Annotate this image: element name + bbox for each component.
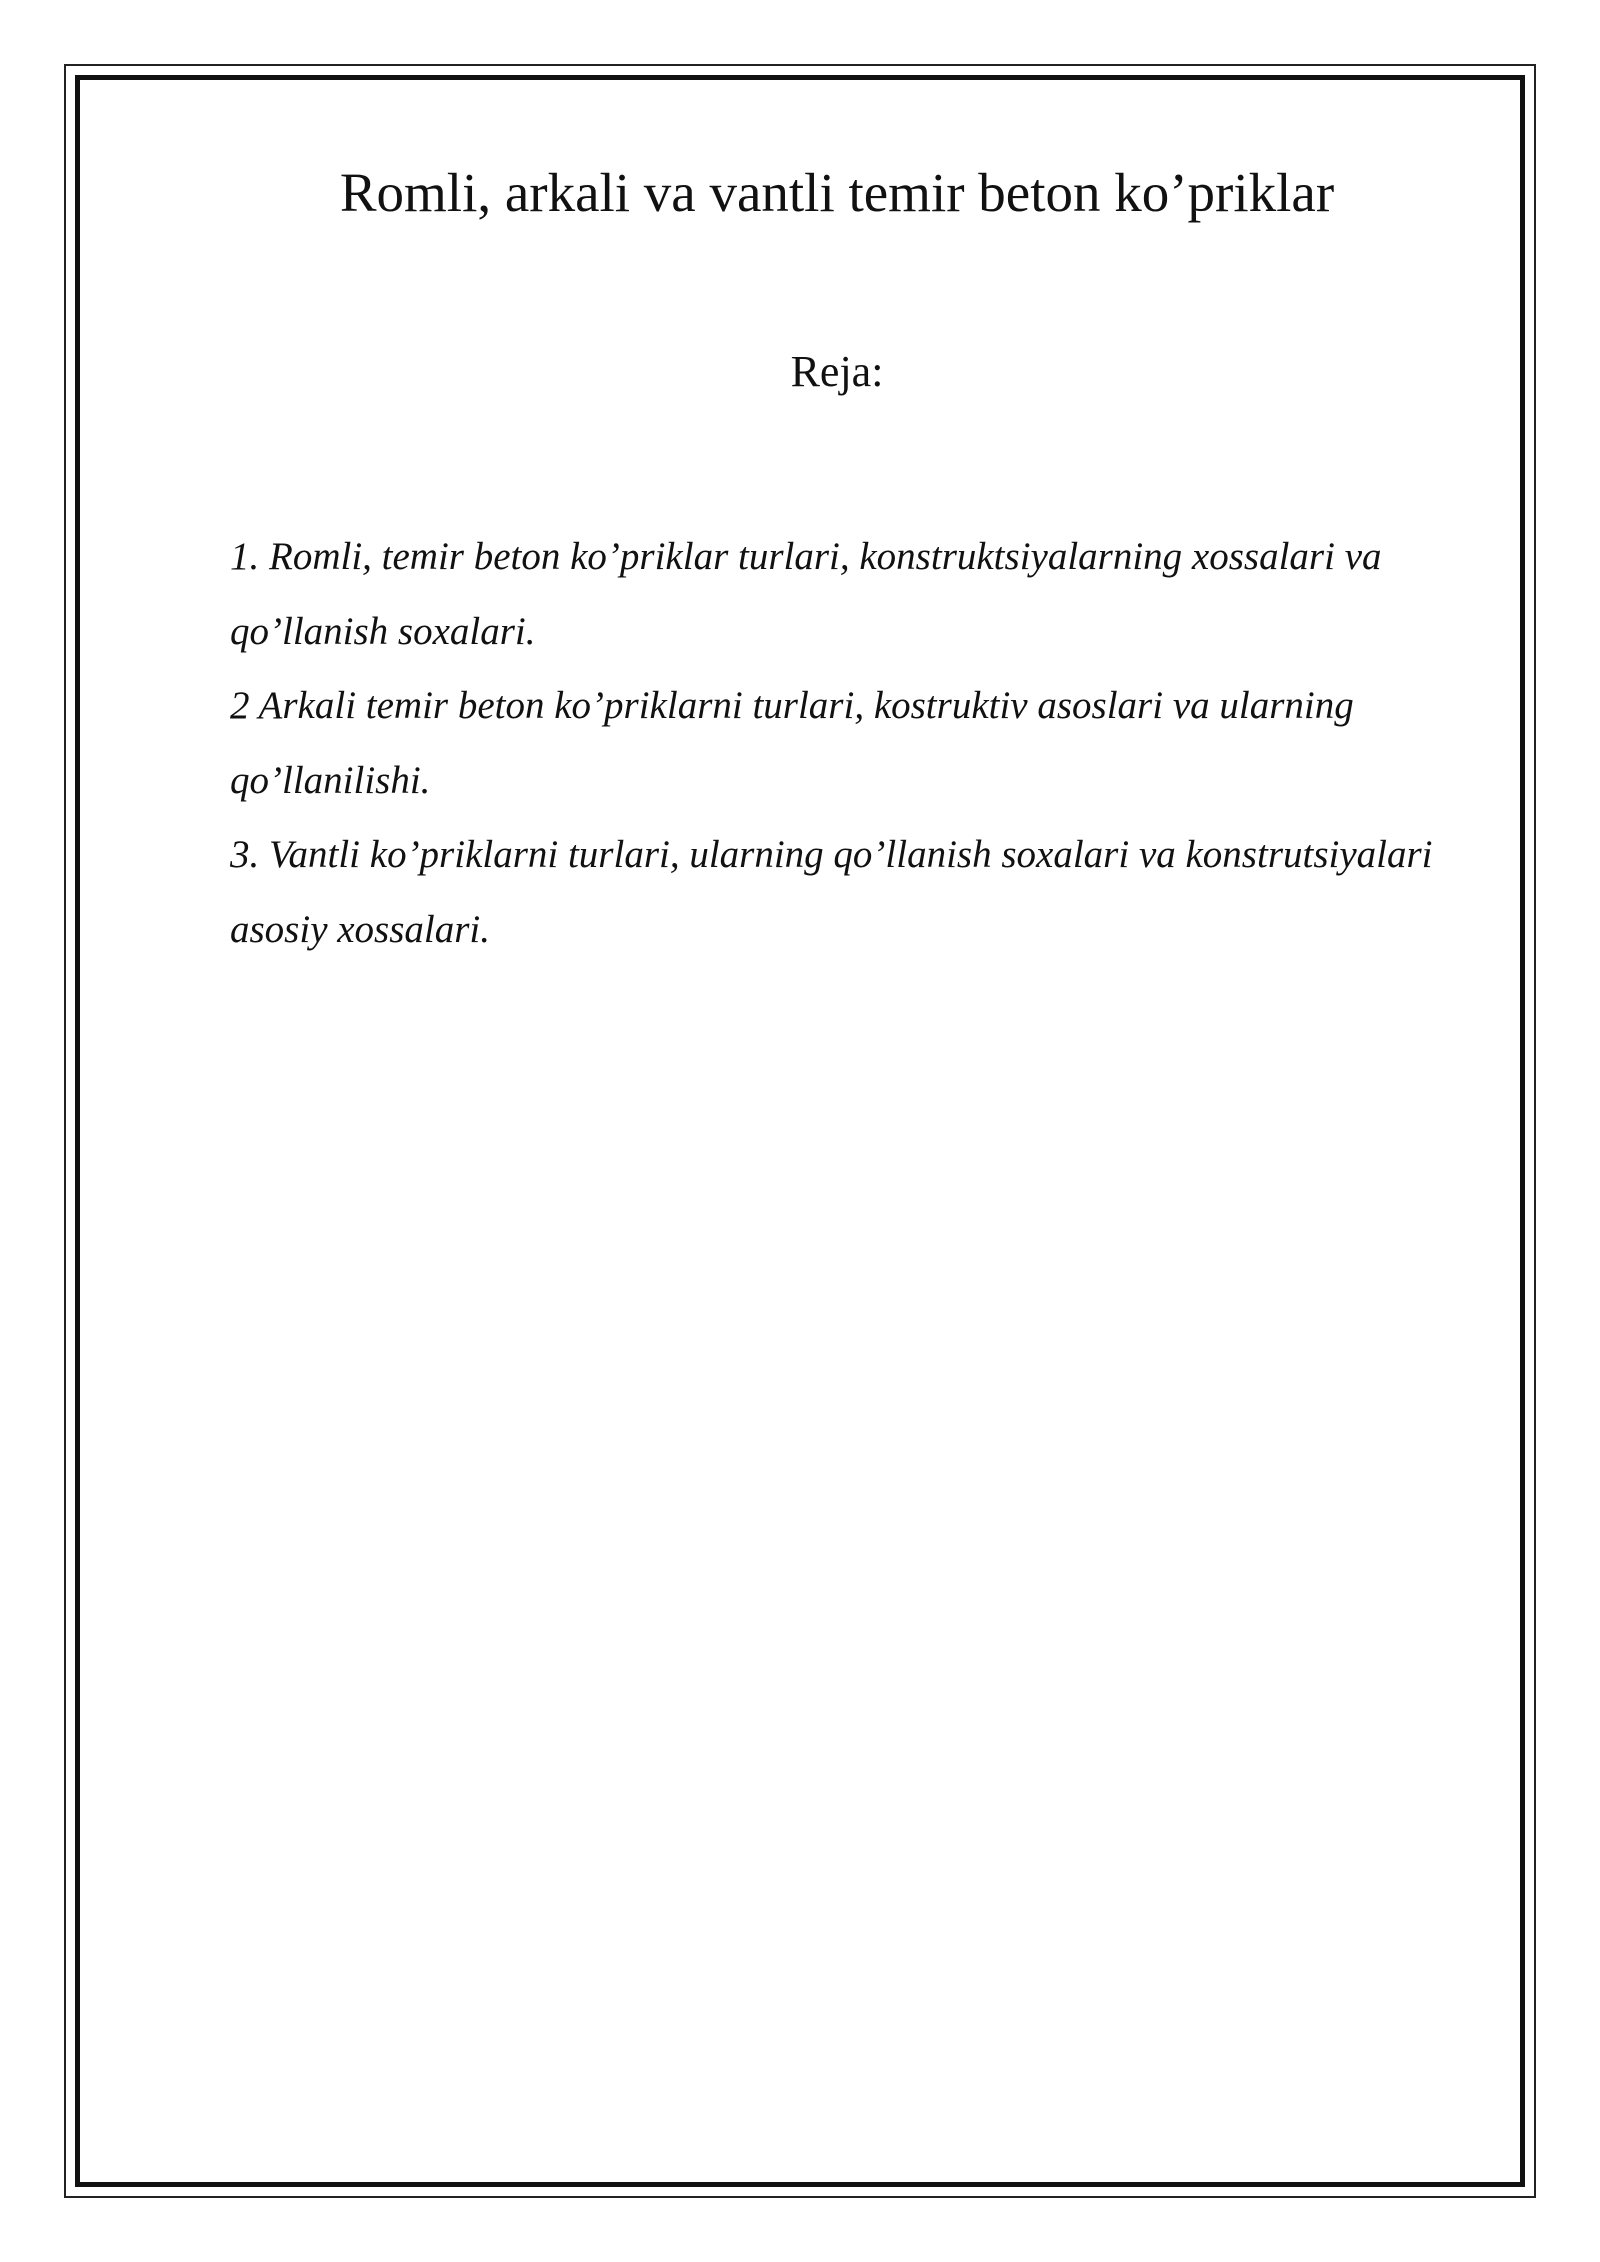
plan-item-3: 3. Vantli ko’priklarni turlari, ularning qo’llanish soxalari va konstrutsiyalari asosiy xossalari. <box>230 833 1433 951</box>
document-title: Romli, arkali va vantli temir beton ko’priklar <box>339 162 1335 223</box>
plan-item-1: 1. Romli, temir beton ko’priklar turlari, konstruktsiyalarning xossalari va qo’llanish soxalari. <box>230 535 1382 653</box>
page-content <box>80 80 1520 2182</box>
plan-list <box>230 520 1500 967</box>
plan-heading: Reja: <box>790 347 884 396</box>
plan-item-2: 2 Arkali temir beton ko’priklarni turlari, kostruktiv asoslari va ularning qo’llanilishi. <box>230 684 1354 802</box>
